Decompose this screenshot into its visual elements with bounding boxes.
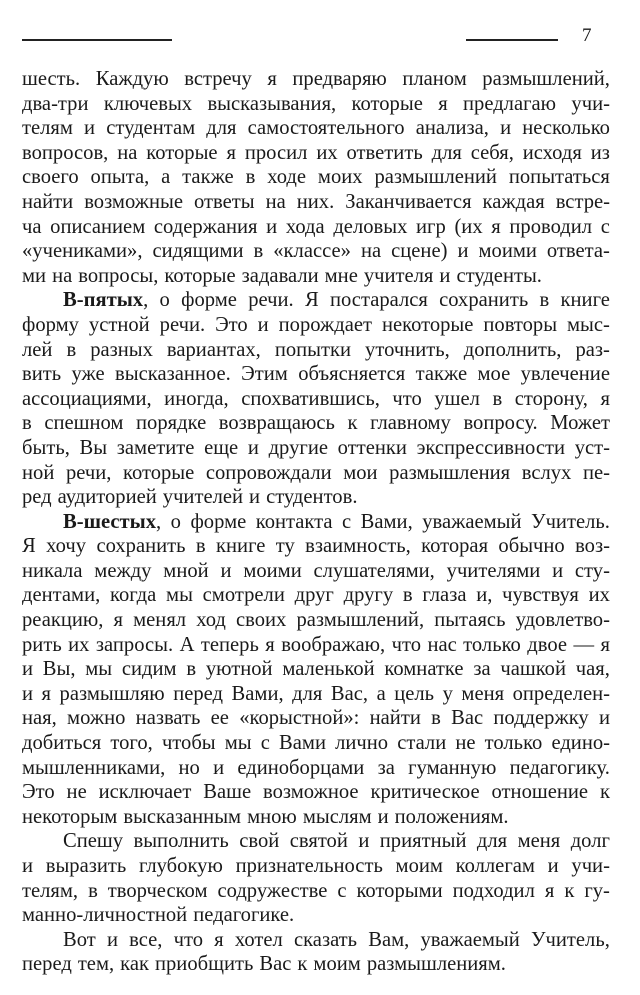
text-line: и я размышляю перед Вами, для Вас, а цель у меня определен- xyxy=(22,682,610,705)
text-line: В-пятых, о форме речи. Я постарался сохранить в книге xyxy=(63,289,610,312)
paragraph xyxy=(22,510,610,830)
text-line: и Вы, мы сидим в уютной маленькой комнатке за чашкой чая, xyxy=(22,658,610,681)
header-rule-left xyxy=(22,39,172,41)
text-line: манно-личностной педагогике. xyxy=(22,904,295,927)
text-line: ча описанием содержания и хода деловых игр (их я проводил с xyxy=(22,215,610,238)
text-line: ной речи, которые сопровождали мои размышления вслух пе- xyxy=(22,461,610,484)
text-line: В-шестых, о форме контакта с Вами, уважаемый Учитель. xyxy=(63,510,610,533)
text-line: ред аудиторией учителей и студентов. xyxy=(22,486,358,509)
text-line: форму устной речи. Это и порождает некоторые повторы мыс- xyxy=(22,313,610,336)
text-line: реакцию, я менял ход своих размышлений, пытаясь удовлетво- xyxy=(22,609,610,632)
text-line: вопросов, на которые я просил их ответить для себя, исходя из xyxy=(22,141,610,164)
text-line: «учениками», сидящими в «классе» на сцене) и моими ответа- xyxy=(22,240,610,263)
paragraph xyxy=(22,288,610,509)
text-line: лей в разных вариантах, попытки уточнить, дополнить, раз- xyxy=(22,338,610,361)
text-line: и выразить глубокую признательность моим коллегам и учи- xyxy=(22,855,610,877)
page-number: 7 xyxy=(582,25,592,46)
text-line: вить уже высказанное. Этим объясняется также мое увлечение xyxy=(22,363,610,386)
text-line: в спешном порядке возвращаюсь к главному вопросу. Может xyxy=(22,412,610,435)
text-line: Это не исключает Ваше возможное критическое отношение к xyxy=(22,781,610,804)
text-line: быть, Вы заметите еще и другие оттенки экспрессивности уст- xyxy=(22,436,610,459)
text-line: найти возможные ответы на них. Заканчивается каждая встре- xyxy=(22,190,610,213)
text-line: телям, в творческом содружестве с которыми подходил я к гу- xyxy=(22,879,610,902)
text-line: ассоциациями, иногда, спохватившись, что ушел в сторону, я xyxy=(22,387,610,410)
header-rule-right xyxy=(466,39,558,41)
paragraph xyxy=(22,67,610,288)
text-line: Спешу выполнить свой святой и приятный для меня долг xyxy=(63,830,610,853)
body-text xyxy=(22,67,610,977)
paragraph xyxy=(22,829,610,927)
text-line: своего опыта, а также в ходе моих размышлений попытаться xyxy=(22,166,610,189)
text-line: ми на вопросы, которые задавали мне учителя и студенты. xyxy=(22,264,542,287)
text-line: некоторым высказанным мною мыслям и положениям. xyxy=(22,805,509,828)
text-line: перед тем, как приобщить Вас к моим размышлениям. xyxy=(22,953,506,976)
text-line: Вот и все, что я хотел сказать Вам, уважаемый Учитель, xyxy=(63,928,610,951)
text-line: шесть. Каждую встречу я предваряю планом размышлений, xyxy=(22,68,610,90)
text-line: Я хочу сохранить в книге ту взаимность, которая обычно воз- xyxy=(22,535,610,558)
text-line: мышленниками, но и единоборцами за гуманную педагогику. xyxy=(22,756,610,779)
text-line: добиться того, чтобы мы с Вами лично стали не только едино- xyxy=(22,732,610,755)
text-line: дентами, когда мы смотрели друг другу в глаза и, чувствуя их xyxy=(22,584,610,607)
text-line: рить их запросы. А теперь я воображаю, что нас только двое — я xyxy=(22,633,610,656)
text-line: никала между мной и моими слушателями, учителями и сту- xyxy=(22,559,610,582)
paragraph xyxy=(22,928,610,977)
text-line: телям и студентам для самостоятельного анализа, и несколько xyxy=(22,117,610,140)
text-line: ная, можно назвать ее «корыстной»: найти в Вас поддержку и xyxy=(22,707,610,730)
text-line: два-три ключевых высказывания, которые я предлагаю учи- xyxy=(22,92,610,115)
